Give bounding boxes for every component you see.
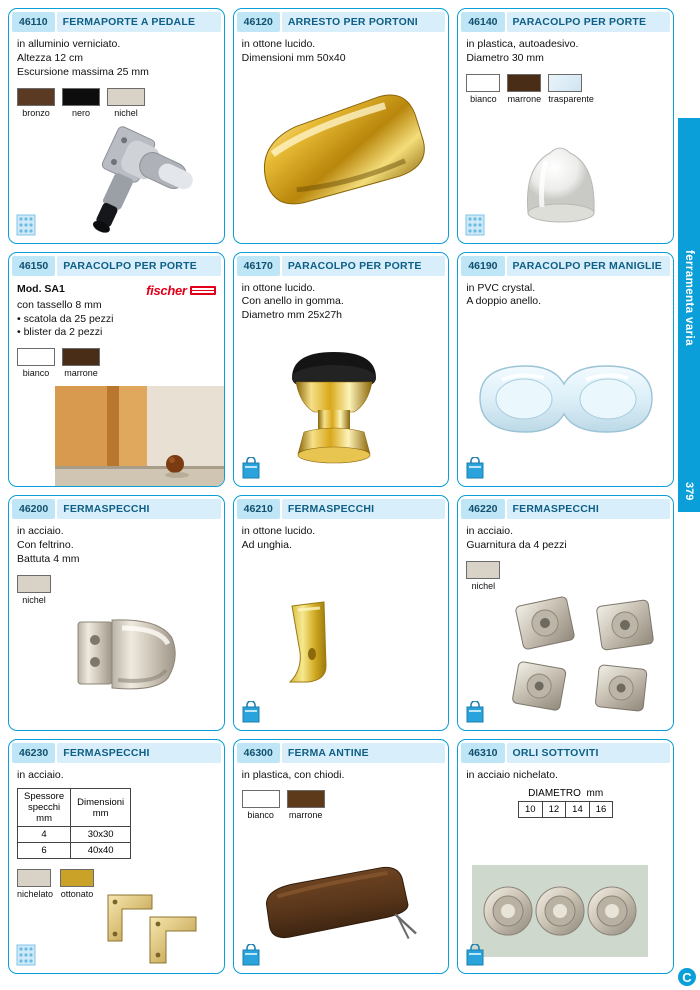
product-card-46310[interactable] <box>457 739 674 975</box>
table-cell: 6 <box>18 843 71 859</box>
swatch-color <box>507 74 541 92</box>
product-image-mirror-clip-steel <box>9 610 224 730</box>
swatch-color <box>466 74 500 92</box>
product-card-46190[interactable] <box>457 252 674 488</box>
product-code: 46140 <box>461 12 504 32</box>
product-card-46170[interactable] <box>233 252 450 488</box>
swatch-color <box>17 88 55 106</box>
product-title: PARACOLPO PER MANIGLIE <box>507 256 670 276</box>
color-swatches <box>466 74 665 104</box>
product-code: 46170 <box>237 256 280 276</box>
swatch <box>17 869 53 899</box>
product-card-46120[interactable] <box>233 8 450 244</box>
catalog-icon <box>16 944 36 966</box>
table-cell: 14 <box>566 802 590 818</box>
card-header <box>461 256 670 276</box>
table-header-cell: Spessore specchi mm <box>18 789 71 827</box>
diameter-table <box>518 801 613 818</box>
color-swatches <box>17 88 216 118</box>
card-header <box>12 499 221 519</box>
swatch-label: nero <box>71 107 90 118</box>
table-cell: 30x30 <box>71 827 131 843</box>
swatch-color <box>17 869 51 887</box>
product-grid <box>8 8 674 974</box>
card-header <box>461 12 670 32</box>
product-image-screw-cup-washers <box>472 857 659 957</box>
swatch-label: ottonato <box>60 889 94 900</box>
product-description <box>17 38 216 80</box>
desc-line: Altezza 12 cm <box>17 51 83 64</box>
color-swatches <box>466 561 665 591</box>
swatch <box>466 561 500 591</box>
desc-line: in ottone lucido. <box>241 281 316 294</box>
swatch-label: bianco <box>470 93 497 104</box>
desc-line: Ad unghia. <box>241 538 292 551</box>
color-swatches <box>242 790 441 820</box>
page-number: 379 <box>678 470 700 512</box>
product-description <box>242 38 441 66</box>
color-swatches <box>17 348 216 378</box>
swatch <box>242 790 280 820</box>
product-description <box>466 38 665 66</box>
swatch-color <box>60 869 94 887</box>
desc-line: in PVC crystal. <box>466 281 536 294</box>
product-card-46210[interactable] <box>233 495 450 731</box>
table-cell: 40x40 <box>71 843 131 859</box>
product-description <box>17 282 216 341</box>
product-image-brass-knob-bumper <box>234 346 449 486</box>
swatch-color <box>242 790 280 808</box>
swatch <box>17 88 55 118</box>
card-header <box>237 743 446 763</box>
section-tab: ferramenta varia <box>678 118 700 478</box>
product-code: 46220 <box>461 499 504 519</box>
product-title: PARACOLPO PER PORTE <box>282 256 445 276</box>
swatch <box>466 74 500 104</box>
product-description <box>242 525 441 553</box>
product-image-door-bumper-photo <box>55 386 220 486</box>
product-code: 46310 <box>461 743 504 763</box>
card-header <box>12 256 221 276</box>
swatch-label: nichel <box>22 594 46 605</box>
swatch-label: marrone <box>507 93 542 104</box>
swatch <box>60 869 94 899</box>
product-card-46150[interactable] <box>8 252 225 488</box>
desc-line: in acciaio. <box>466 525 514 537</box>
swatch <box>62 348 100 378</box>
desc-line: in acciaio nichelato. <box>466 768 558 781</box>
product-model: Mod. SA1 <box>17 283 65 296</box>
catalog-icon <box>465 214 485 236</box>
table-row <box>519 802 613 818</box>
product-code: 46300 <box>237 743 280 763</box>
swatch-label: bianco <box>247 810 274 821</box>
desc-line: Escursione massima 25 mm <box>17 65 149 78</box>
bag-icon <box>465 457 485 479</box>
desc-line: in alluminio verniciato. <box>17 38 121 50</box>
product-title: FERMASPECCHI <box>57 499 220 519</box>
color-swatches <box>17 575 216 605</box>
swatch <box>287 790 325 820</box>
card-header <box>12 743 221 763</box>
desc-line: • blister da 2 pezzi <box>17 326 103 339</box>
swatch-label: marrone <box>64 368 98 379</box>
desc-line: A doppio anello. <box>466 295 542 308</box>
product-title: FERMA ANTINE <box>282 743 445 763</box>
fischer-logo <box>146 282 216 299</box>
product-card-46110[interactable] <box>8 8 225 244</box>
desc-line: Con feltrino. <box>17 538 74 551</box>
product-code: 46120 <box>237 12 280 32</box>
product-title: ORLI SOTTOVITI <box>507 743 670 763</box>
bag-icon <box>241 457 261 479</box>
swatch-label: bronzo <box>22 107 50 118</box>
swatch-color <box>287 790 325 808</box>
swatch-color <box>17 348 55 366</box>
desc-line: in ottone lucido. <box>241 525 316 537</box>
product-image-mirror-clip-set <box>458 595 673 730</box>
product-image-door-stop-pedal <box>9 118 224 243</box>
desc-line: in plastica, autoadesivo. <box>466 38 579 50</box>
product-card-46300[interactable] <box>233 739 450 975</box>
bag-icon <box>465 944 485 966</box>
bag-icon <box>241 701 261 723</box>
desc-line: Dimensioni mm 50x40 <box>241 51 346 64</box>
product-description <box>17 525 216 567</box>
product-card-46140[interactable] <box>457 8 674 244</box>
desc-line: in ottone lucido. <box>241 38 316 50</box>
swatch-label: nichelato <box>17 889 54 900</box>
swatch-label: marrone <box>288 810 323 821</box>
product-title: FERMASPECCHI <box>57 743 220 763</box>
product-title: PARACOLPO PER PORTE <box>507 12 670 32</box>
product-title: FERMASPECCHI <box>282 499 445 519</box>
dimensions-table <box>17 788 131 859</box>
swatch <box>548 74 594 104</box>
table-header-cell: Dimensioni mm <box>71 789 131 827</box>
product-code: 46210 <box>237 499 280 519</box>
desc-line: Con anello in gomma. <box>241 295 344 308</box>
table-cell: 10 <box>519 802 543 818</box>
product-description <box>242 769 441 783</box>
desc-line: Diametro mm 25x27h <box>241 309 343 322</box>
diameter-label: DIAMETRO mm <box>528 788 604 800</box>
swatch-color <box>62 348 100 366</box>
product-description <box>242 282 441 324</box>
product-card-46230[interactable] <box>8 739 225 975</box>
swatch-color <box>62 88 100 106</box>
product-card-46220[interactable] <box>457 495 674 731</box>
product-title: PARACOLPO PER PORTE <box>57 256 220 276</box>
swatch-label: trasparente <box>548 93 594 104</box>
swatch-color <box>17 575 51 593</box>
swatch-label: bianco <box>22 368 50 379</box>
product-code: 46200 <box>12 499 55 519</box>
product-title: ARRESTO PER PORTONI <box>282 12 445 32</box>
desc-line: Battuta 4 mm <box>17 552 80 565</box>
bag-icon <box>241 944 261 966</box>
bag-icon <box>465 701 485 723</box>
product-image-brass-door-stop <box>234 93 449 243</box>
table-cell: 16 <box>589 802 613 818</box>
swatch <box>17 575 51 605</box>
product-description <box>466 769 665 783</box>
card-header <box>12 12 221 32</box>
swatch <box>507 74 541 104</box>
swatch <box>62 88 100 118</box>
desc-line: Diametro 30 mm <box>466 51 544 64</box>
card-header <box>237 12 446 32</box>
product-image-white-bumper <box>458 118 673 243</box>
table-row <box>18 827 131 843</box>
desc-line: Guarnitura da 4 pezzi <box>466 538 567 551</box>
swatch-color <box>107 88 145 106</box>
product-description <box>466 282 665 310</box>
card-header <box>461 499 670 519</box>
desc-line: in plastica, con chiodi. <box>241 768 345 781</box>
swatch <box>107 88 145 118</box>
desc-line: in acciaio. <box>17 768 64 781</box>
product-title: FERMASPECCHI <box>507 499 670 519</box>
swatch-label: nichel <box>114 107 138 118</box>
card-header <box>461 743 670 763</box>
fischer-wordmark: fischer <box>146 282 187 298</box>
table-cell: 12 <box>542 802 566 818</box>
desc-line: in acciaio. <box>17 525 64 537</box>
product-code: 46150 <box>12 256 55 276</box>
swatch-color <box>548 74 582 92</box>
product-code: 46110 <box>12 12 55 32</box>
card-header <box>237 256 446 276</box>
product-image-pvc-double-ring <box>458 346 673 486</box>
product-code: 46190 <box>461 256 504 276</box>
product-card-46200[interactable] <box>8 495 225 731</box>
product-code: 46230 <box>12 743 55 763</box>
swatch-color <box>466 561 500 579</box>
desc-line: • scatola da 25 pezzi <box>17 312 114 325</box>
table-cell: 4 <box>18 827 71 843</box>
product-title: FERMAPORTE A PEDALE <box>57 12 221 32</box>
desc-line: con tassello 8 mm <box>17 298 102 311</box>
product-image-brass-mirror-clip <box>234 600 449 730</box>
card-header <box>237 499 446 519</box>
product-description <box>466 525 665 553</box>
product-image-corner-mirror-clips <box>100 893 220 973</box>
corner-letter-badge: C <box>678 968 696 986</box>
product-image-brown-door-catch <box>234 868 449 973</box>
swatch <box>17 348 55 378</box>
product-description <box>17 769 216 783</box>
table-row <box>18 843 131 859</box>
swatch-label: nichel <box>471 580 496 591</box>
catalog-icon <box>16 214 36 236</box>
